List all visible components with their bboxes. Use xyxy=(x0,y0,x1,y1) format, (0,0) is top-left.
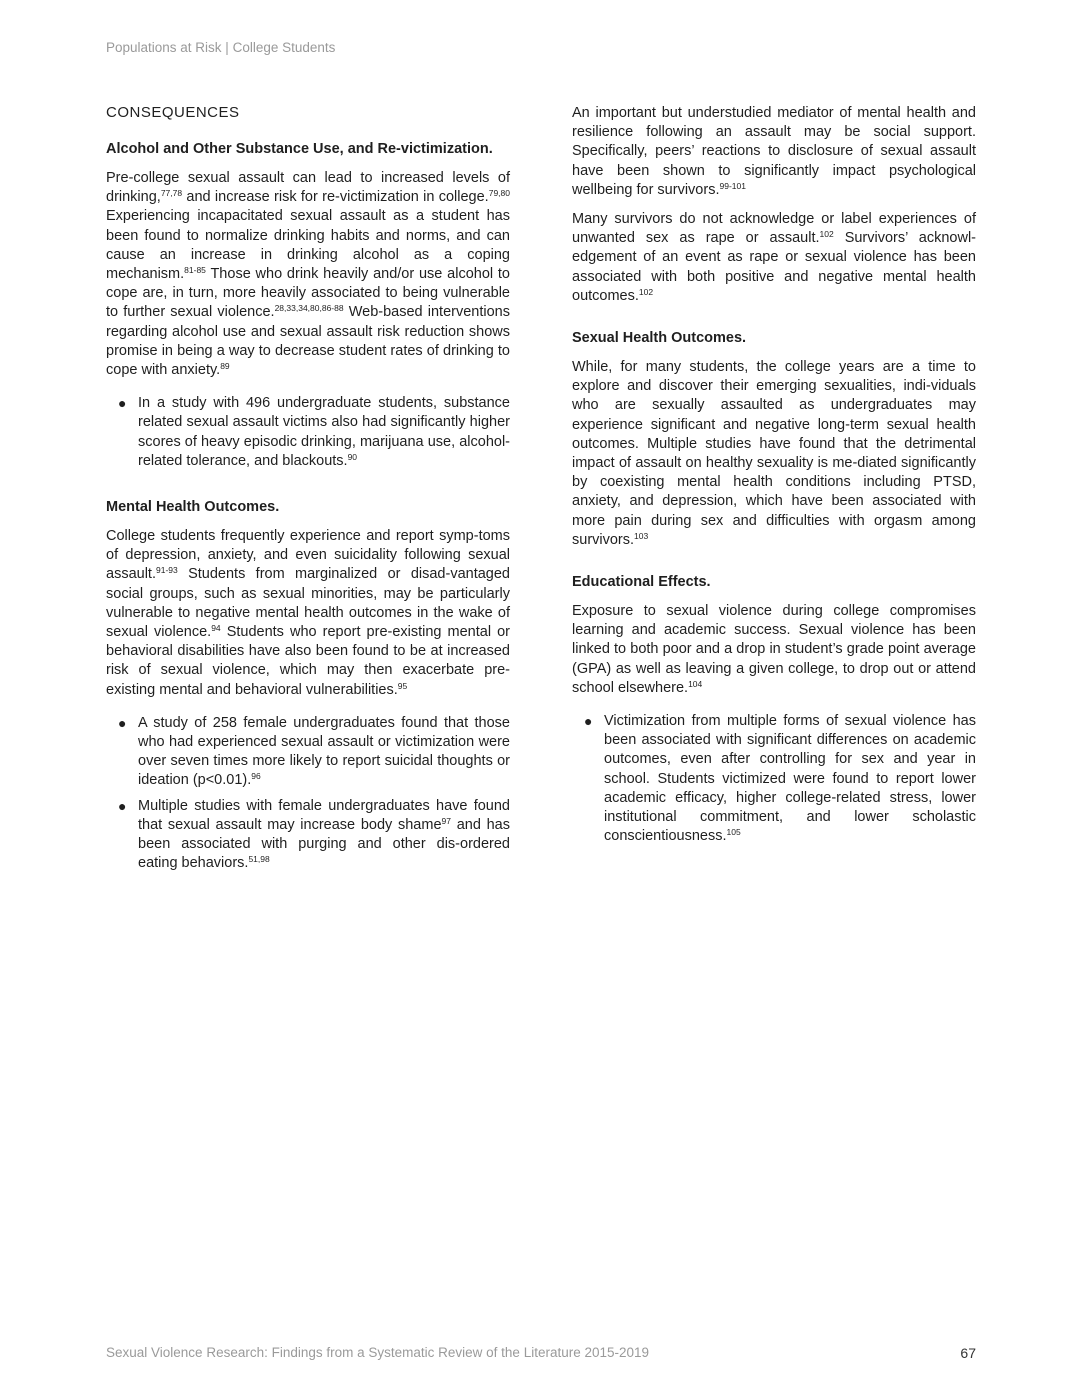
sexual-health-paragraph: While, for many students, the college years are a time to explore and discover their emerging sexualities, indi-viduals who are sexually assaulted as undergraduates may experience significant and negative long-term sexual health outcomes. Multiple studies have found that the detrimental impact of assault on healthy sexuality is me-diated significantly by coexisting mental health conditions including PTSD, anxiety, and depression, which have been associated with more pain during sex and difficulties with orgasm among survivors.$^{103}$ xyxy=(572,359,976,548)
citation: 96 xyxy=(251,771,261,782)
citation: 91-93 xyxy=(155,565,178,576)
list-item: ● Multiple studies with female undergraduates have found that sexual assault may increase body shame$^{97}$ and has been associated with purging and other dis-ordered eating behaviors.$^{51,98}$ xyxy=(118,797,510,872)
alcohol-paragraph: Pre-college sexual assault can lead to increased levels of drinking,$^{77,78}$ and increase risk for re-victimization in college.$^{79,80}$ Experiencing incapacitated sexual assault as a student has been found to normalize drinking habits and norms, and can cause an increase in drinking alcohol as a coping mechanism.$^{81-85}$ Those who drink heavily and/or use alcohol to cope are, in turn, more heavily associated to being vulnerable to further sexual violence.$^{28,33,34,80,86-88}$ Web-based interventions regarding alcohol use and sexual assault risk reduction shows promise in being a way to decrease student rates of drinking to cope with anxiety.$^{89}$ xyxy=(106,170,510,379)
footer-title: Sexual Violence Research: Findings from a Systematic Review of the Literature 2015-2019 xyxy=(106,1345,650,1360)
citation: 104 xyxy=(688,678,703,689)
page-number: 67 xyxy=(960,1345,976,1361)
citation: 51,98 xyxy=(248,854,270,865)
citation: 77,78 xyxy=(160,188,183,199)
educational-effects-paragraph: Exposure to sexual violence during college compromises learning and academic success. Sexual violence has been linked to both poor and a drop in student’s grade point average (GPA) as well as leaving a given college, to drop out or attend school elsewhere.$^{104}$ xyxy=(572,603,976,696)
alcohol-heading: Alcohol and Other Substance Use, and Re-victimization. xyxy=(106,141,493,157)
educational-effects-heading: Educational Effects. xyxy=(572,574,711,591)
citation: 89 xyxy=(220,361,230,372)
list-item: ● A study of 258 female undergraduates found that those who had experienced sexual assault or victimization were over seven times more likely to report suicidal thoughts or ideation (p<0.01).$^{96}$ xyxy=(118,714,510,789)
educational-bullets xyxy=(572,712,976,846)
citation: 79,80 xyxy=(488,188,510,199)
bullet-icon: ● xyxy=(584,713,593,730)
mental-health-bullets xyxy=(106,714,510,874)
mental-health-paragraph: College students frequently experience and report symp-toms of depression, anxiety, and even suicidality following sexual assault.$^{91-93}$ Students from marginalized or disad-vantaged social groups, such as sexual minorities, may be particularly vulnerable to negative mental health outcomes in the wake of sexual violence.$^{94}$ Students who report pre-existing mental or behavioral disabilities have also been found to be at increased risk of sexual violence, which may then exacerbate pre-existing mental and behavioral vulnerabilities.$^{95}$ xyxy=(106,528,510,698)
left-column xyxy=(106,104,510,880)
mental-health-heading: Mental Health Outcomes. xyxy=(106,499,280,516)
citation: 105 xyxy=(726,827,741,838)
list-item: ● In a study with 496 undergraduate students, substance related sexual assault victims also had significantly higher scores of heavy episodic drinking, marijuana use, alcohol-related tolerance, and blackouts.$^{90}$ xyxy=(118,395,510,469)
alcohol-bullets xyxy=(106,394,510,471)
citation: 90 xyxy=(347,451,358,462)
citation: 94 xyxy=(211,623,221,634)
section-title: CONSEQUENCES xyxy=(106,104,240,121)
citation: 102 xyxy=(638,286,654,297)
citation: 103 xyxy=(634,530,649,541)
citation: 102 xyxy=(819,229,834,240)
citation: 97 xyxy=(441,815,451,826)
citation: 95 xyxy=(397,680,408,691)
running-head: Populations at Risk | College Students xyxy=(106,40,336,55)
bullet-icon: ● xyxy=(118,797,127,814)
bullet-icon: ● xyxy=(118,714,127,731)
citation: 28,33,34,80,86-88 xyxy=(274,303,344,314)
bullet-icon: ● xyxy=(118,395,127,412)
social-support-paragraph: An important but understudied mediator of mental health and resilience following an assault may be social support. Specifically, peers’ reactions to disclosure of sexual assault have been shown to significantly impact psychological wellbeing for survivors.$^{99-101}$ xyxy=(572,105,976,198)
sexual-health-heading: Sexual Health Outcomes. xyxy=(572,330,747,347)
citation: 99-101 xyxy=(719,180,746,191)
list-item: ● Victimization from multiple forms of sexual violence has been associated with significant differences on academic outcomes, even after controlling for sex and year in school. Students victimized were found to report lower academic efficacy, higher college-related stress, lower institutional commitment, and lower scholastic conscientiousness.$^{105}$ xyxy=(584,713,976,845)
citation: 81-85 xyxy=(184,265,206,276)
acknowledgement-paragraph: Many survivors do not acknowledge or label experiences of unwanted sex as rape or assault.$^{102}$ Survivors’ acknowl-edgement of an event as rape or sexual violence has been associated with both positive and negative mental health outcomes.$^{102}$ xyxy=(572,211,976,304)
right-column xyxy=(572,104,976,853)
